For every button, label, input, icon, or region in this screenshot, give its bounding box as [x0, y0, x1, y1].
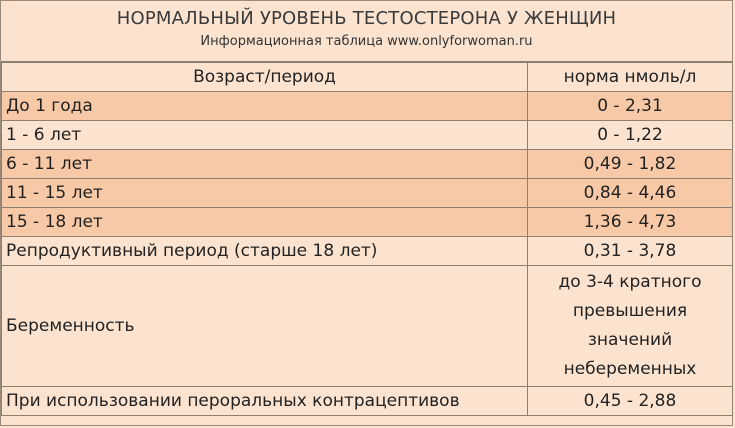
row-period: До 1 года	[2, 92, 528, 121]
row-norm: 1,36 - 4,73	[528, 208, 733, 237]
page-title: НОРМАЛЬНЫЙ УРОВЕНЬ ТЕСТОСТЕРОНА У ЖЕНЩИН	[116, 8, 617, 29]
table-row	[2, 150, 733, 179]
row-period: 1 - 6 лет	[2, 121, 528, 150]
row-norm: 0 - 1,22	[528, 121, 733, 150]
column-header-period: Возраст/период	[2, 63, 528, 92]
norm-line: превышения	[572, 301, 688, 321]
table-row	[2, 208, 733, 237]
row-period: Беременность	[2, 266, 528, 387]
table-header	[1, 1, 732, 62]
column-header-norm: норма нмоль/л	[528, 63, 733, 92]
row-period: 6 - 11 лет	[2, 150, 528, 179]
column-header-row	[2, 63, 733, 92]
norm-line: до 3-4 кратного	[558, 272, 702, 292]
row-norm: 0,31 - 3,78	[528, 237, 733, 266]
norm-line: небеременных	[563, 359, 697, 379]
table-row	[2, 121, 733, 150]
row-norm: 0,84 - 4,46	[528, 179, 733, 208]
table-row	[2, 266, 733, 387]
norms-table	[1, 62, 733, 416]
row-norm-multiline	[528, 266, 733, 387]
row-period: 11 - 15 лет	[2, 179, 528, 208]
row-period: При использовании пероральных контрацептивов	[2, 387, 528, 416]
table-row	[2, 92, 733, 121]
norm-line: значений	[587, 330, 673, 350]
row-norm: 0 - 2,31	[528, 92, 733, 121]
table-row	[2, 237, 733, 266]
table-row	[2, 387, 733, 416]
page-subtitle: Информационная таблица www.onlyforwoman.ru	[200, 34, 533, 49]
row-norm: 0,49 - 1,82	[528, 150, 733, 179]
row-period: Репродуктивный период (старше 18 лет)	[2, 237, 528, 266]
row-period: 15 - 18 лет	[2, 208, 528, 237]
row-norm: 0,45 - 2,88	[528, 387, 733, 416]
table-row	[2, 179, 733, 208]
